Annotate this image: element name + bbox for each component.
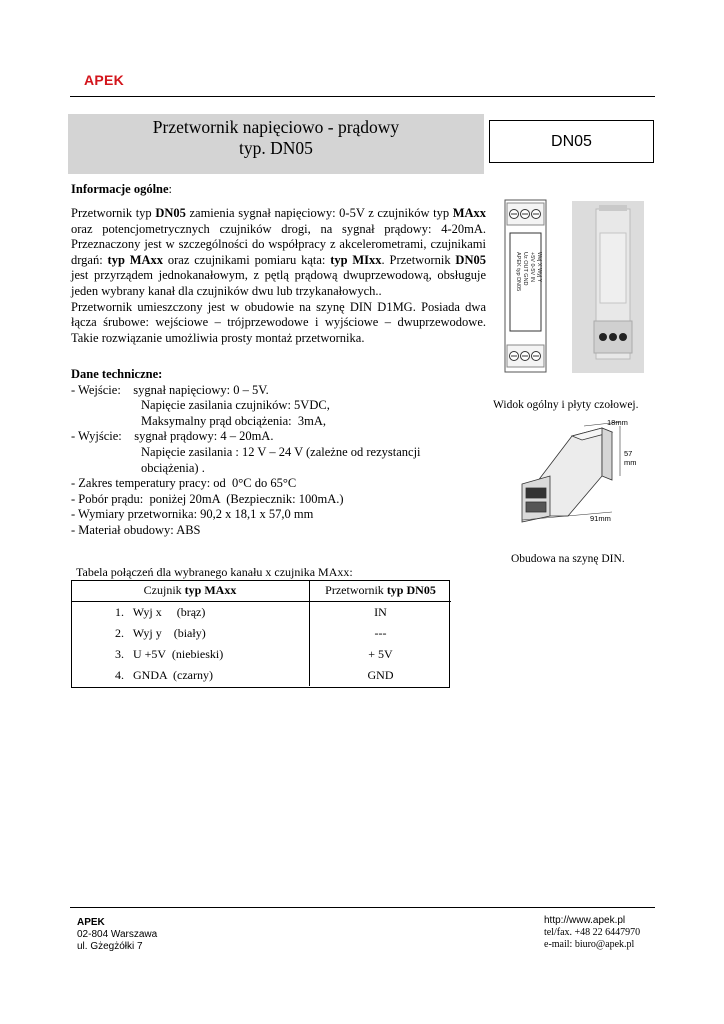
- technical-line: - Wejście: sygnał napięciowy: 0 – 5V.: [71, 382, 269, 397]
- panel-label-3: +5V 0-5V IN: [529, 252, 535, 283]
- bold-term: typ MAxx: [107, 252, 164, 267]
- technical-line: Napięcie zasilania czujników: 5VDC,: [141, 398, 330, 413]
- product-code-box: DN05: [489, 120, 654, 163]
- page-subtitle: typ. DN05: [239, 138, 313, 158]
- sensor-pin-cell: 4. GNDA (czarny): [71, 665, 310, 686]
- general-heading: Informacje ogólne:: [71, 182, 173, 196]
- footer-phone: tel/fax. +48 22 6447970: [544, 927, 641, 938]
- dim-width-label: 18mm: [607, 418, 628, 427]
- sensor-pin-cell: 1. Wyj x (brąz): [71, 602, 310, 624]
- bold-term: typ MIxx: [330, 252, 382, 267]
- technical-heading: Dane techniczne:: [71, 367, 163, 381]
- technical-data: [71, 367, 491, 539]
- table-row: [71, 623, 451, 644]
- footer-website-link[interactable]: http://www.apek.pl: [544, 915, 626, 926]
- footer-email-link[interactable]: e-mail: biuro@apek.pl: [544, 939, 635, 950]
- din-enclosure-drawing: [512, 416, 658, 526]
- technical-line: - Zakres temperatury pracy: od 0°C do 65°C: [71, 476, 297, 491]
- converter-pin-cell: + 5V: [368, 647, 393, 661]
- technical-line: - Wymiary przetwornika: 90,2 x 18,1 x 57,0 mm: [71, 507, 314, 522]
- technical-line: obciążenia) .: [141, 460, 205, 475]
- title-box: [68, 114, 484, 174]
- sensor-pin-cell: 2. Wyj y (biały): [71, 623, 310, 644]
- bold-term: DN05: [455, 252, 486, 267]
- footer-address-line1: 02-804 Warszawa: [77, 929, 158, 940]
- panel-label-1: APEK typ DN05: [515, 252, 521, 292]
- text-segment: zamienia sygnał napięciowy: 0-5V z czujników typ: [185, 206, 453, 220]
- dim-height-value: 57: [624, 449, 633, 458]
- panel-label-4: Wej X Wyj Y: [536, 252, 542, 283]
- general-paragraph-2: Przetwornik umieszczony jest w obudowie na szynę DIN D1MG. Posiada dwa łącza śrubowe: wejściowe – trójprzewodowe i wyjściowe – dwuprzewodowe. Takie rozwiązanie umożliwia prosty montaż przetwornika.: [71, 299, 486, 345]
- bold-term: MAxx: [452, 206, 487, 220]
- text-segment: jest przyrządem jednokanałowym, z pętlą prądową dwuprzewodową, obsługuje jeden wybrany kanał dla czujników dwu lub trzykanałowych..: [71, 268, 486, 298]
- technical-line: - Pobór prądu: poniżej 20mA (Bezpiecznik: 100mA.): [71, 491, 344, 506]
- sensor-pin-cell: 3. U +5V (niebieski): [71, 644, 310, 665]
- table-header-converter: Przetwornik typ DN05: [310, 580, 452, 602]
- page-title: Przetwornik napięciowo - prądowy: [152, 117, 400, 137]
- table-header-sensor: Czujnik typ MAxx: [71, 580, 310, 602]
- text-segment: oraz czujnikami pomiaru kąta:: [163, 252, 331, 267]
- general-description: [71, 206, 486, 346]
- connection-table: [71, 580, 451, 686]
- table-row: [71, 602, 451, 624]
- general-paragraph-1: [71, 206, 486, 300]
- dim-length-label: 91mm: [590, 514, 611, 523]
- footer-address-line2: ul. Gżegżółki 7: [77, 941, 143, 952]
- panel-label-2: Uz OUT GND: [522, 252, 528, 286]
- converter-pin-cell: IN: [374, 605, 387, 619]
- table-row: [71, 644, 451, 665]
- bold-term: DN05: [155, 206, 186, 220]
- converter-pin-cell: ---: [374, 626, 387, 640]
- footer-rule: [70, 907, 655, 908]
- technical-line: - Wyjście: sygnał prądowy: 4 – 20mA.: [71, 429, 274, 444]
- caption-general-view: Widok ogólny i płyty czołowej.: [493, 399, 639, 411]
- footer-company: APEK: [77, 917, 105, 928]
- table-row: [71, 665, 451, 686]
- brand-logo: APEK: [84, 72, 125, 88]
- table-caption: Tabela połączeń dla wybranego kanału x czujnika MAxx:: [76, 565, 353, 579]
- technical-line: - Materiał obudowy: ABS: [71, 522, 201, 537]
- footer-address: [77, 917, 157, 953]
- header-rule: [70, 96, 655, 97]
- converter-pin-cell: GND: [367, 668, 394, 682]
- technical-line: Maksymalny prąd obciążenia: 3mA,: [141, 413, 327, 428]
- text-segment: . Przetwornik: [381, 252, 456, 267]
- caption-din-enclosure: Obudowa na szynę DIN.: [511, 553, 625, 565]
- technical-line: Napięcie zasilania : 12 V – 24 V (zależne od rezystancji: [141, 444, 421, 459]
- dim-height-unit: mm: [624, 458, 637, 467]
- text-segment: oraz potencjometrycznych czujników drogi, na sygnał prądowy: 4-20mA. Przeznaczony jest w szczególności do współpracy z akcelerometrami, czujnikami drgań:: [71, 221, 486, 267]
- footer-contact: [544, 915, 640, 951]
- device-front-photo: [500, 197, 648, 379]
- text-segment: Przetwornik typ: [71, 206, 156, 220]
- table-header-row: [71, 580, 451, 602]
